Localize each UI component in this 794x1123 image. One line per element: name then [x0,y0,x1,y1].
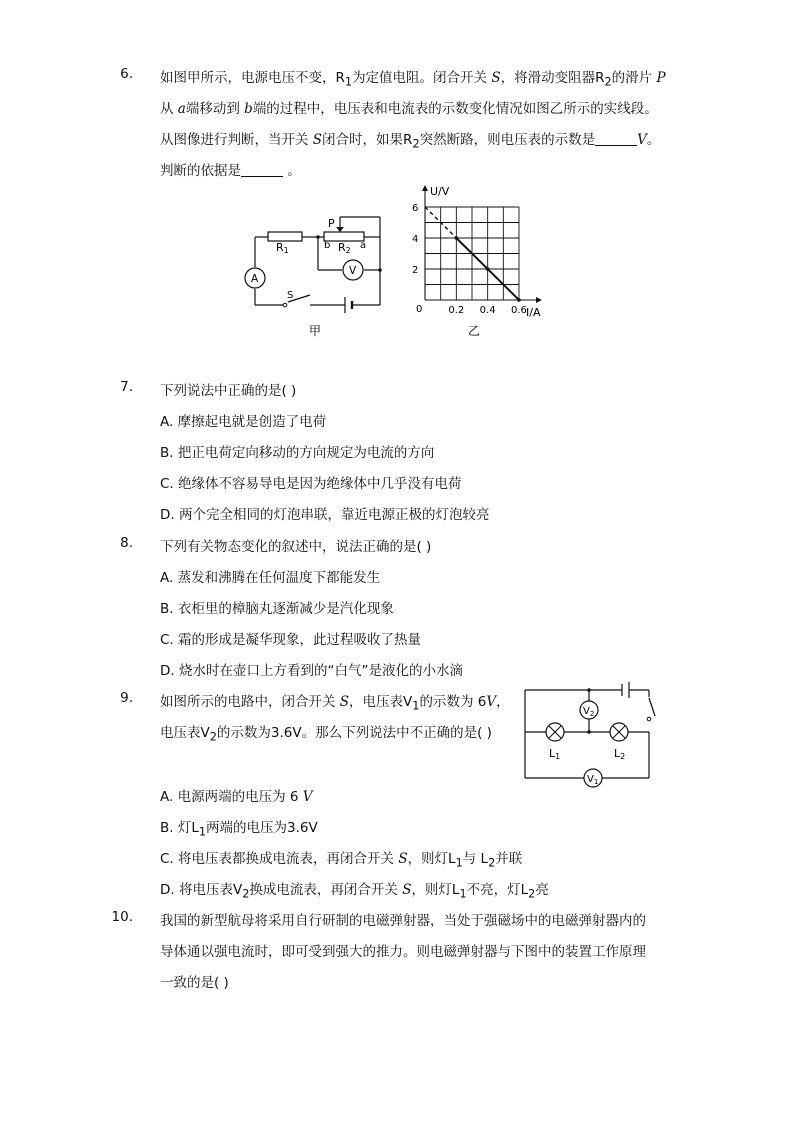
r2-label: R2 [338,241,351,255]
question-6-line-4: 判断的依据是 。 [160,163,301,179]
l2-label: L2 [614,747,626,761]
y-axis-arrow-icon [422,185,428,191]
option-d[interactable]: D. 将电压表$V_2$换成电流表，再闭合开关 S，则灯$L_1$不亮，灯$L_2$亮 [160,882,549,901]
question-stem: 下列说法中正确的是( ) [160,383,297,399]
bulb-l1-icon [546,723,564,741]
resistor-r1 [268,232,302,241]
option-c[interactable]: C. 将电压表都换成电流表，再闭合开关 S，则灯$L_1$与 $L_2$并联 [160,851,523,870]
option-c[interactable]: C. 霜的形成是凝华现象，此过程吸收了热量 [160,632,422,648]
v1-label: $V_1$ [587,774,599,786]
question-6-line-3: 从图像进行判断，当开关 S闭合时，如果$R_2$突然断路，则电压表的示数是 V。 [160,132,661,151]
figure-caption-jia: 甲 [309,324,322,338]
question-number: 8. [120,535,133,551]
terminal-b-label: b [324,240,331,251]
question-6-line-1: 如图甲所示，电源电压不变，$R_1$为定值电阻。闭合开关 S，将滑动变阻器$R_2$的滑片 P [160,70,666,89]
option-b[interactable]: B. 衣柜里的樟脑丸逐渐减少是汽化现象 [160,601,394,617]
slider-p-label: P [328,217,335,230]
switch-label: S [287,290,294,301]
x-tick-label: 0.4 [479,305,496,316]
option-a[interactable]: A. 电源两端的电压为 6 V [160,789,313,805]
question-10-line-3: 一致的是( ) [160,975,229,991]
terminal-a-label: a [360,240,367,251]
data-point [517,298,521,302]
answer-blank-1[interactable] [595,132,637,146]
question-number: 7. [120,379,133,395]
circuit-diagram-jia [240,205,390,340]
origin-label: 0 [416,304,423,315]
option-a[interactable]: A. 摩擦起电就是创造了电荷 [160,414,327,430]
question-6-line-2: 从 a端移动到 b端的过程中，电压表和电流表的示数变化情况如图乙所示的实线段。 [160,101,658,117]
slider-arrow-icon [336,227,344,232]
option-d[interactable]: D. 烧水时在壶口上方看到的“白气”是液化的小水滴 [160,663,463,679]
option-b[interactable]: B. 把正电荷定向移动的方向规定为电流的方向 [160,445,435,461]
option-a[interactable]: A. 蒸发和沸腾在任何温度下都能发生 [160,570,381,586]
question-number: 6. [120,66,133,82]
question-number: 10. [111,909,133,925]
question-10-line-1: 我国的新型航母将采用自行研制的电磁弹射器，当处于强磁场中的电磁弹射器内的 [160,913,646,929]
switch-icon [647,717,651,721]
figure-caption-yi: 乙 [468,324,481,338]
question-10-line-2: 导体通以强电流时，即可受到强大的推力。则电磁弹射器与下图中的装置工作原理 [160,944,646,960]
v2-label: $V_2$ [583,706,595,718]
ammeter-label: A [251,273,259,285]
circuit-diagram-q9 [518,680,658,795]
x-tick-label: 0.2 [448,305,465,316]
y-tick-label: 6 [412,203,419,214]
answer-blank-2[interactable] [241,163,283,177]
x-axis-arrow-icon [536,297,542,303]
option-d[interactable]: D. 两个完全相同的灯泡串联，靠近电源正极的灯泡较亮 [160,507,490,523]
ui-graph-yi [408,183,553,343]
y-tick-label: 4 [412,234,419,245]
y-axis-label: U/V [430,185,450,198]
switch-icon [283,303,287,307]
question-9-line-2: 电压表$V_2$的示数为3.6V。那么下列说法中不正确的是( ) [160,725,492,744]
r1-label: R1 [276,241,289,255]
option-b[interactable]: B. 灯$L_1$两端的电压为3.6V [160,820,318,839]
question-9-line-1: 如图所示的电路中，闭合开关 S，电压表$V_1$的示数为 6V， [160,694,510,713]
l1-label: L1 [549,747,561,761]
x-tick-label: 0.6 [511,305,527,316]
bulb-l2-icon [610,723,628,741]
data-point [486,267,490,271]
question-stem: 下列有关物态变化的叙述中，说法正确的是( ) [160,539,432,555]
y-tick-label: 2 [412,265,419,276]
data-point [455,236,459,240]
question-number: 9. [120,690,133,706]
option-c[interactable]: C. 绝缘体不容易导电是因为绝缘体中几乎没有电荷 [160,476,462,492]
x-axis-label: I/A [526,306,541,319]
voltmeter-label: V [349,265,357,277]
